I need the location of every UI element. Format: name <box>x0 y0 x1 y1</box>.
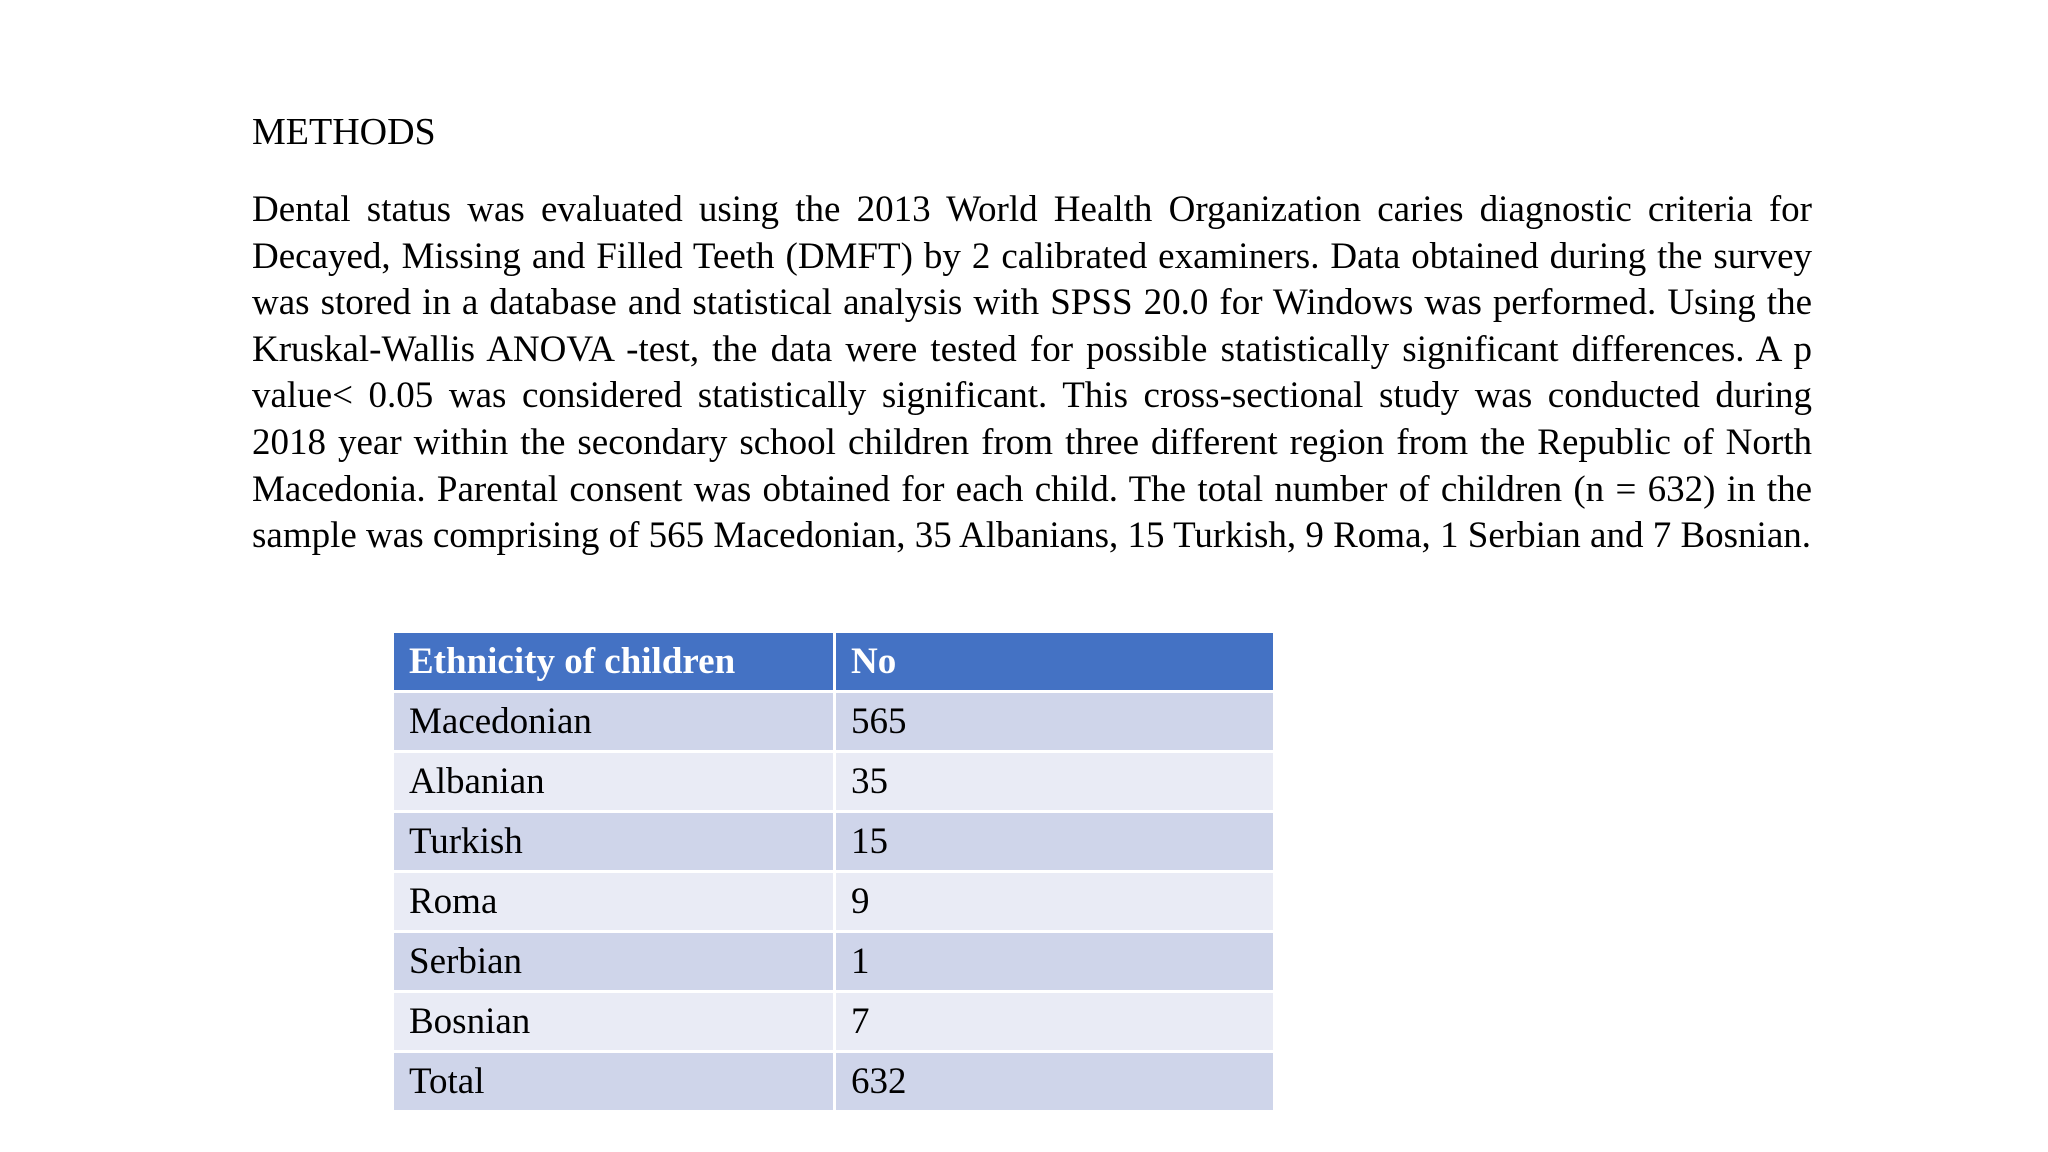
ethnicity-cell: Bosnian <box>393 992 835 1052</box>
count-cell: 1 <box>835 932 1275 992</box>
table-row <box>393 752 1275 812</box>
table-row <box>393 932 1275 992</box>
count-cell: 7 <box>835 992 1275 1052</box>
total-label-cell: Total <box>393 1052 835 1112</box>
table-total-row <box>393 1052 1275 1112</box>
ethnicity-cell: Turkish <box>393 812 835 872</box>
count-cell: 9 <box>835 872 1275 932</box>
count-cell: 565 <box>835 692 1275 752</box>
ethnicity-cell: Macedonian <box>393 692 835 752</box>
ethnicity-cell: Albanian <box>393 752 835 812</box>
table-row <box>393 812 1275 872</box>
methods-paragraph: Dental status was evaluated using the 2013 World Health Organization caries diagnostic criteria for Decayed, Missing and Filled Teeth (DMFT) by 2 calibrated examiners. Data obtained during the survey was stored in a database and statistical analysis with SPSS 20.0 for Windows was performed. Using the Kruskal-Wallis ANOVA -test, the data were tested for possible statistically significant differences. A p value< 0.05 was considered statistically significant. This cross-sectional study was conducted during 2018 year within the secondary school children from three different region from the Republic of North Macedonia. Parental consent was obtained for each child. The total number of children (n = 632) in the sample was comprising of 565 Macedonian, 35 Albanians, 15 Turkish, 9 Roma, 1 Serbian and 7 Bosnian. <box>252 189 1812 557</box>
table-row <box>393 692 1275 752</box>
table-header-row <box>393 632 1275 692</box>
count-cell: 35 <box>835 752 1275 812</box>
total-count-cell: 632 <box>835 1052 1275 1112</box>
table-row <box>393 992 1275 1052</box>
header-ethnicity: Ethnicity of children <box>393 632 835 692</box>
table-row <box>393 872 1275 932</box>
header-count: No <box>835 632 1275 692</box>
count-cell: 15 <box>835 812 1275 872</box>
ethnicity-table <box>391 630 1276 1113</box>
section-heading: METHODS <box>252 111 436 153</box>
ethnicity-cell: Roma <box>393 872 835 932</box>
ethnicity-cell: Serbian <box>393 932 835 992</box>
